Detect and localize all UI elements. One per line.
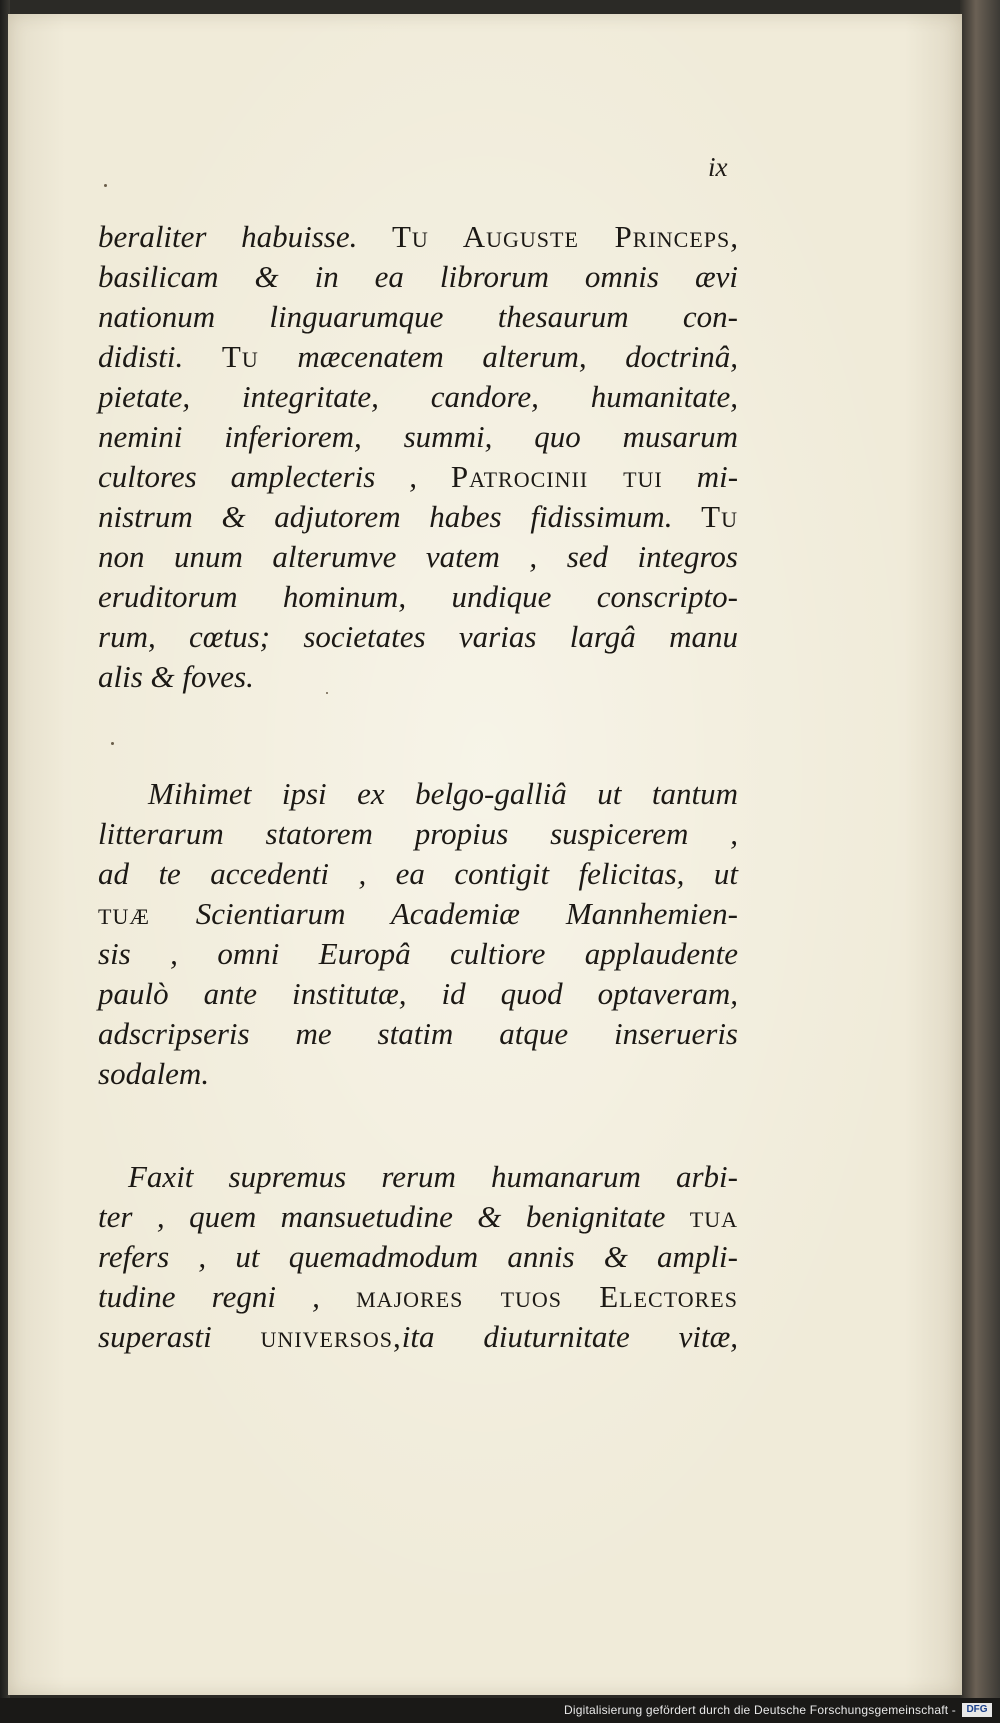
text-line: refers , ut quemadmodum annis & ampli- (98, 1239, 738, 1274)
text-line (98, 894, 738, 934)
paper-speck (326, 692, 328, 694)
text-span: Scientiarum Academiæ Mannhemien- (195, 896, 739, 931)
text-line: sis , omni Europâ cultiore applaudente (98, 936, 738, 971)
text-line: adscripseris me statim atque inserueris (98, 1016, 738, 1051)
small-caps-span: universos, (260, 1319, 402, 1354)
digitization-credit: Digitalisierung gefördert durch die Deutsche Forschungsgemeinschaft - (564, 1703, 956, 1717)
paper-speck (104, 184, 107, 187)
text-span: tudine regni , (98, 1279, 320, 1314)
text-line (98, 497, 738, 537)
small-caps-span: Tu (701, 499, 738, 534)
paragraph-1 (98, 217, 738, 697)
text-line: nationum linguarumque thesaurum con- (98, 299, 738, 334)
text-span: cultores amplecteris , (98, 459, 417, 494)
text-line: non unum alterumve vatem , sed integros (98, 539, 738, 574)
small-caps-span: Patrocinii tui (450, 459, 663, 494)
text-line (98, 1197, 738, 1237)
text-span: mæcenatem alterum, doctrinâ, (297, 339, 739, 374)
text-span: didisti. (98, 339, 184, 374)
text-span: , (730, 219, 738, 254)
text-line: alis & foves. (98, 659, 254, 694)
text-line (98, 1277, 738, 1317)
text-line: pietate, integritate, candore, humanitate, (98, 379, 738, 414)
text-line: litterarum statorem propius suspicerem , (98, 816, 738, 851)
text-span: beraliter habuisse. (98, 219, 358, 254)
small-caps-span: Tu (221, 339, 259, 374)
text-line: eruditorum hominum, undique conscripto- (98, 579, 738, 614)
text-span: ter , quem mansuetudine & benignitate (98, 1199, 666, 1234)
text-line: paulò ante institutæ, id quod optaveram, (98, 976, 738, 1011)
text-line: rum, cœtus; societates varias largâ manu (98, 619, 738, 654)
book-page (8, 14, 962, 1695)
text-line (98, 457, 738, 497)
text-line (98, 217, 738, 257)
paragraph-2 (98, 774, 738, 1094)
text-span: superasti (98, 1319, 212, 1354)
small-caps-span: tuæ (98, 896, 150, 931)
paper-speck (111, 742, 114, 745)
text-span: mi- (696, 459, 739, 494)
small-caps-span: Tu Auguste Princeps (392, 219, 731, 254)
text-line: basilicam & in ea librorum omnis ævi (98, 259, 738, 294)
text-line (98, 337, 738, 377)
text-span: nistrum & adjutorem habes fidissimum. (98, 499, 673, 534)
dfg-logo-icon: DFG (962, 1703, 992, 1717)
text-line: sodalem. (98, 1056, 210, 1091)
page-number: ix (708, 152, 728, 182)
text-line: Faxit supremus rerum humanarum arbi- (128, 1159, 738, 1194)
text-line: ad te accedenti , ea contigit felicitas, ut (98, 856, 738, 891)
paragraph-3 (98, 1157, 738, 1357)
text-line (98, 1317, 738, 1357)
text-line: Mihimet ipsi ex belgo-galliâ ut tantum (148, 776, 738, 811)
scan-right-edge (960, 0, 1000, 1705)
text-line: nemini inferiorem, summi, quo musarum (98, 419, 738, 454)
small-caps-span: tua (689, 1199, 738, 1234)
text-span: ita diuturnitate vitæ, (401, 1319, 738, 1354)
small-caps-span: majores tuos Electores (356, 1279, 738, 1314)
